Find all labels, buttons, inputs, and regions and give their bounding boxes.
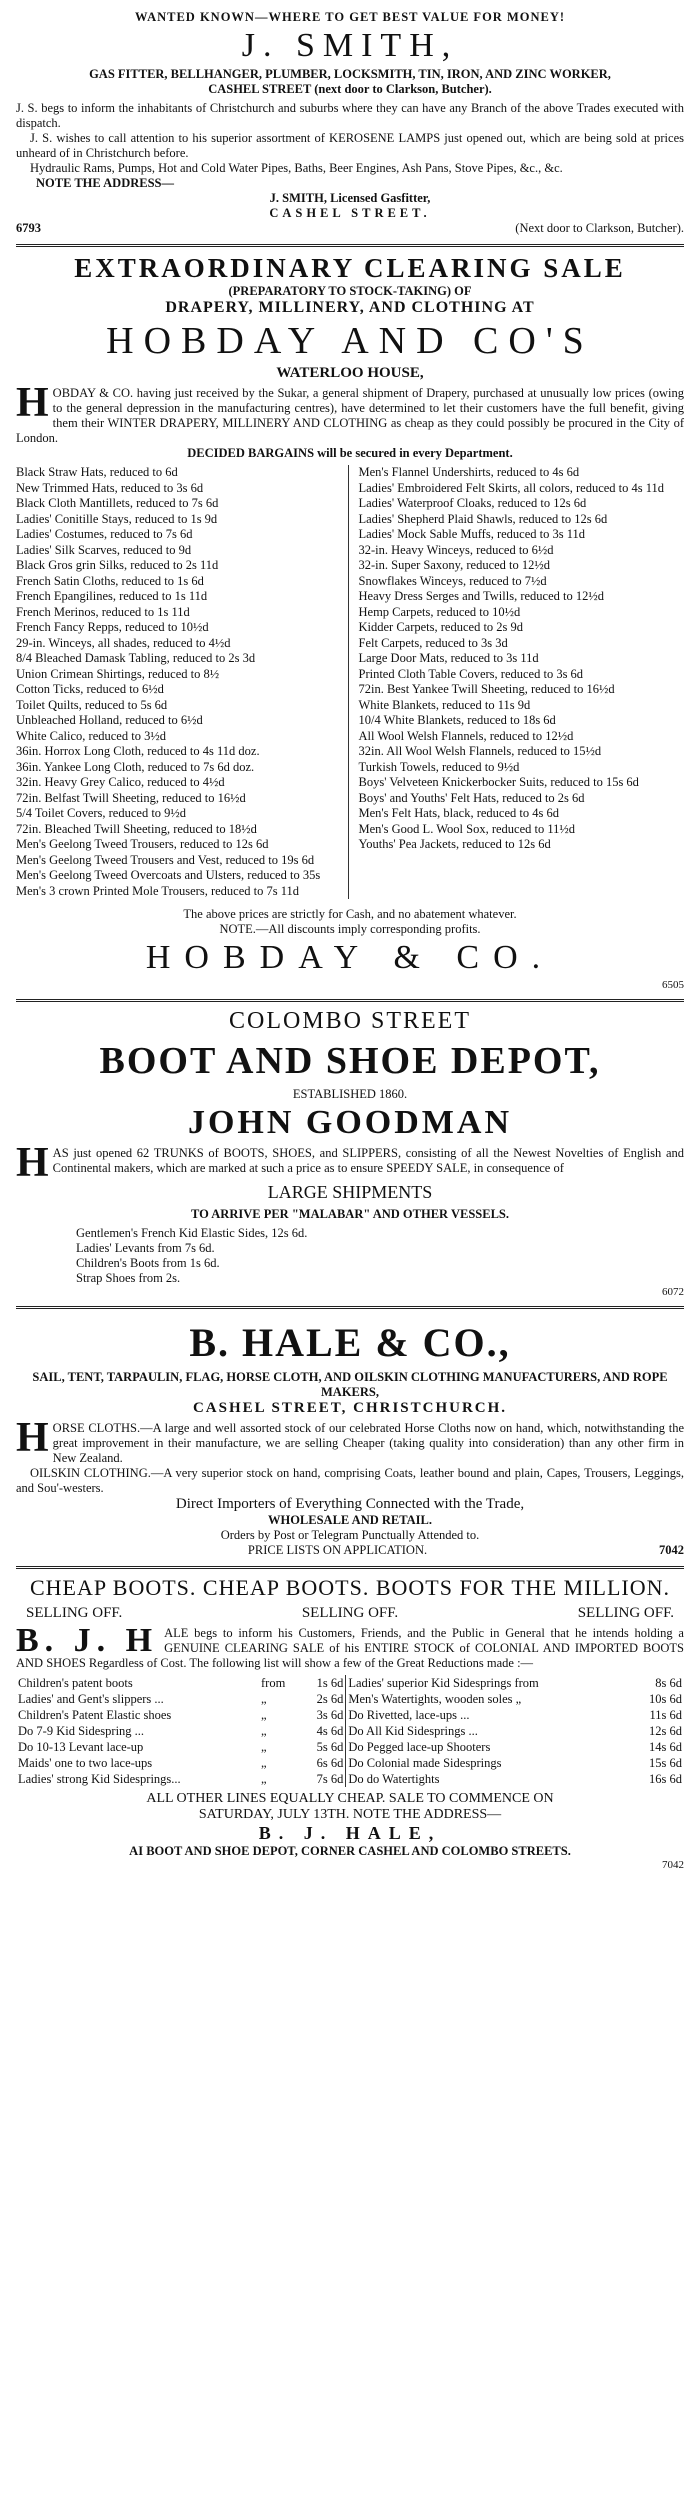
table-cell: Do 10-13 Levant lace-up [18,1740,144,1754]
hale-direct: Direct Importers of Everything Connected with the Trade, [175,1496,525,1512]
hale-wholesale: WHOLESALE AND RETAIL. [267,1513,433,1527]
table-cell: Do 7-9 Kid Sidespring ... [18,1724,145,1738]
smith-signature: J. SMITH, Licensed Gasfitter, [269,191,431,205]
list-item: 29-in. Winceys, all shades, reduced to 4½d [16,635,231,650]
hale-orders: Orders by Post or Telegram Punctually Attended to. [220,1528,480,1542]
smith-ref: 6793 [16,221,41,235]
goodman-dropcap: H [16,1140,49,1186]
list-item: Men's Good L. Wool Sox, reduced to 11½d [358,821,576,836]
hale-dropcap: H [16,1415,49,1461]
hobday-intro-block [16,380,684,446]
smith-sig-door: (Next door to Clarkson, Butcher). [515,221,684,235]
list-item: Men's Geelong Tweed Trousers and Vest, reduced to 19s 6d [16,852,315,867]
hobday-house: WATERLOO HOUSE, [276,365,424,381]
table-row [16,1723,684,1739]
table-cell: 3s 6d [300,1707,346,1723]
list-item: Black Cloth Mantillets, reduced to 7s 6d [16,496,219,510]
list-item: White Blankets, reduced to 11s 9d [358,697,531,712]
hale-name: B. HALE & CO., [189,1320,511,1365]
list-item: 32in. Heavy Grey Calico, reduced to 4½d [16,775,225,789]
list-item: French Merinos, reduced to 1s 11d [16,604,190,619]
hobday-left-column [16,465,349,899]
hale-trades: SAIL, TENT, TARPAULIN, FLAG, HORSE CLOTH, AND OILSKIN CLOTHING MANUFACTURERS, AND ROPE MAKERS, [32,1370,668,1399]
hale-ref: 7042 [659,1543,684,1557]
bjhale-date: SATURDAY, JULY 13TH. NOTE THE ADDRESS— [198,1807,502,1822]
list-item: Ladies' Shepherd Plaid Shawls, reduced to 12s 6d [358,511,608,526]
list-item: Black Gros grin Silks, reduced to 2s 11d [16,558,219,572]
table-cell: Maids' one to two lace-ups [18,1756,153,1770]
list-item: French Fancy Repps, reduced to 10½d [16,620,209,634]
list-item: Men's Geelong Tweed Trousers, reduced to 12s 6d [16,837,269,851]
list-item: Snowflakes Winceys, reduced to 7½d [358,573,547,588]
bjhale-advert [16,1569,684,1879]
bjhale-selling-1: SELLING OFF. [26,1605,123,1621]
hobday-sign: HOBDAY & CO. [145,939,555,976]
hobday-title: EXTRAORDINARY CLEARING SALE [74,253,626,283]
list-item: Men's Geelong Tweed Overcoats and Ulsters, reduced to 35s [16,868,321,882]
list-item: Ladies' Levants from 7s 6d. [76,1241,215,1255]
table-cell: 10s 6d [649,1692,682,1706]
bjhale-address: AI BOOT AND SHOE DEPOT, CORNER CASHEL AND COLOMBO STREETS. [129,1844,571,1858]
hale-para1-block [16,1415,684,1466]
table-cell: „ [261,1756,267,1770]
list-item: Boys' Velveteen Knickerbocker Suits, reduced to 15s 6d [358,775,639,789]
table-cell: Do Rivetted, lace-ups ... [348,1708,470,1722]
bjhale-ref: 7042 [662,1859,684,1871]
list-item: 32in. All Wool Welsh Flannels, reduced to 15½d [358,744,602,758]
hale-advert [16,1309,684,1569]
table-cell: 14s 6d [649,1740,682,1754]
hale-street: CASHEL STREET, CHRISTCHURCH. [192,1400,508,1416]
bjhale-sign: B. J. HALE, [258,1823,442,1843]
hale-para2: OILSKIN CLOTHING.—A very superior stock on hand, comprising Coats, leather bound and plain, Capes, Trousers, Leggings, and Sou'-westers. [16,1466,684,1495]
hale-price: PRICE LISTS ON APPLICATION. [247,1543,428,1557]
list-item: 72in. Best Yankee Twill Sheeting, reduced to 16½d [358,682,615,696]
list-item: French Epangilines, reduced to 1s 11d [16,589,208,603]
table-cell: Ladies' strong Kid Sidesprings... [18,1772,181,1786]
list-item: Ladies' Costumes, reduced to 7s 6d [16,527,193,541]
list-item: Unbleached Holland, reduced to 6½d [16,713,203,727]
hobday-dropcap: H [16,380,49,426]
table-cell: „ [261,1708,267,1722]
table-cell: 5s 6d [300,1739,346,1755]
goodman-intro: AS just opened 62 TRUNKS of BOOTS, SHOES, and SLIPPERS, consisting of all the Newest Novelties of English and Continental makers, which are marked at such a price as to ensure SPEEDY SALE, in consequence of [52,1146,684,1175]
list-item: Heavy Dress Serges and Twills, reduced to 12½d [358,589,604,603]
list-item: 36in. Yankee Long Cloth, reduced to 7s 6d doz. [16,759,255,774]
hobday-price-columns [16,465,684,899]
table-row [16,1739,684,1755]
table-cell: Do All Kid Sidesprings ... [348,1724,478,1738]
goodman-name: JOHN GOODMAN [187,1104,513,1141]
table-row [16,1675,684,1691]
table-cell: „ [261,1772,267,1786]
table-cell: „ [261,1740,267,1754]
list-item: Men's Felt Hats, black, reduced to 4s 6d [358,806,559,820]
list-item: Printed Cloth Table Covers, reduced to 3s 6d [358,666,584,681]
list-item: Men's Flannel Undershirts, reduced to 4s 6d [358,465,580,479]
list-item: 8/4 Bleached Damask Tabling, reduced to 2s 3d [16,651,256,665]
bjhale-selling-2: SELLING OFF. [301,1605,399,1621]
smith-para3: Hydraulic Rams, Pumps, Hot and Cold Water Pipes, Baths, Beer Engines, Ash Pans, Stove Pipes, &c., &c. [30,161,563,175]
list-item: Children's Boots from 1s 6d. [76,1256,220,1270]
list-item: Ladies' Conitille Stays, reduced to 1s 9d [16,511,218,526]
list-item: Ladies' Mock Sable Muffs, reduced to 3s 11d [358,527,586,541]
smith-banner: WANTED KNOWN—WHERE TO GET BEST VALUE FOR MONEY! [134,10,566,24]
smith-para1: J. S. begs to inform the inhabitants of Christchurch and suburbs where they can have any Branch of the above Trades executed with dispatch. [16,101,684,130]
table-cell: Do Pegged lace-up Shooters [348,1740,491,1754]
list-item: 36in. Horrox Long Cloth, reduced to 4s 11d doz. [16,744,260,758]
hobday-firm: HOBDAY AND CO'S [106,320,594,362]
goodman-street: COLOMBO STREET [228,1008,471,1034]
bjhale-selling-3: SELLING OFF. [577,1605,674,1621]
list-item: Union Crimean Shirtings, reduced to 8½ [16,666,220,681]
list-item: Boys' and Youths' Felt Hats, reduced to 2s 6d [358,790,585,805]
list-item: 72in. Belfast Twill Sheeting, reduced to 16½d [16,790,246,805]
list-item: Felt Carpets, reduced to 3s 3d [358,635,508,650]
list-item: Ladies' Waterproof Cloaks, reduced to 12s 6d [358,496,587,510]
table-cell: from [261,1676,286,1690]
newspaper-page [10,0,690,1879]
table-cell: Men's Watertights, wooden soles „ [348,1692,522,1706]
list-item: 32-in. Super Saxony, reduced to 12½d [358,558,551,572]
list-item: Large Door Mats, reduced to 3s 11d [358,651,539,665]
goodman-intro-block [16,1140,684,1186]
smith-advert [16,4,684,247]
goodman-advert [16,1002,684,1309]
hobday-advert [16,247,684,1002]
table-cell: 12s 6d [649,1724,682,1738]
smith-sig-street: CASHEL STREET. [269,206,431,220]
list-item: Kidder Carpets, reduced to 2s 9d [358,620,524,634]
bjhale-price-table [16,1675,684,1787]
hobday-terms: The above prices are strictly for Cash, and no abatement whatever. [183,907,517,921]
list-item: White Calico, reduced to 3½d [16,728,166,743]
table-cell: 2s 6d [300,1691,346,1707]
list-item: 10/4 White Blankets, reduced to 18s 6d [358,713,556,727]
goodman-items [16,1226,684,1286]
table-cell: Ladies' and Gent's slippers ... [18,1692,164,1706]
bjhale-headline: CHEAP BOOTS. CHEAP BOOTS. BOOTS FOR THE MILLION. [29,1575,670,1600]
list-item: Gentlemen's French Kid Elastic Sides, 12s 6d. [76,1226,308,1240]
table-cell: 4s 6d [300,1723,346,1739]
list-item: Men's 3 crown Printed Mole Trousers, reduced to 7s 11d [16,883,300,898]
smith-para2: J. S. wishes to call attention to his superior assortment of KEROSENE LAMPS just opened out, which are being sold at prices unheard of in Christchurch before. [16,131,684,160]
bjhale-selling-row [16,1605,684,1622]
goodman-title: BOOT AND SHOE DEPOT, [99,1040,601,1082]
table-cell: 11s 6d [649,1708,682,1722]
list-item: Turkish Towels, reduced to 9½d [358,759,520,774]
goodman-arrive: TO ARRIVE PER "MALABAR" AND OTHER VESSELS. [191,1207,509,1221]
bjhale-intro-block [16,1622,684,1671]
table-row [16,1707,684,1723]
hobday-note: NOTE.—All discounts imply corresponding profits. [219,922,481,936]
table-cell: „ [261,1692,267,1706]
table-cell: Ladies' superior Kid Sidesprings from [348,1676,539,1690]
list-item: 5/4 Toilet Covers, reduced to 9½d [16,806,187,820]
table-cell: 6s 6d [300,1755,346,1771]
list-item: Ladies' Silk Scarves, reduced to 9d [16,542,192,557]
table-row [16,1755,684,1771]
table-cell: „ [261,1724,267,1738]
hobday-intro: OBDAY & CO. having just received by the Sukar, a general shipment of Drapery, purchased at unusually low prices (owing to the general depression in the manufacturing centres), have determined to let their customers have the full benefit, giving them their WINTER DRAPERY, MILLINERY AND CLOTHING as cheap as they could possibly be procured in the City of London. [16,386,684,445]
hobday-right-column [359,465,685,899]
list-item: 72in. Bleached Twill Sheeting, reduced to 18½d [16,821,257,836]
table-cell: 15s 6d [649,1756,682,1770]
goodman-ref: 6072 [662,1286,684,1298]
hale-para1: ORSE CLOTHS.—A large and well assorted stock of our celebrated Horse Cloths now on hand, which, notwithstanding the great improvement in their manufacture, we are selling Cheaper (taking quality into consideration) than any other firm in New Zealand. [52,1421,684,1465]
table-cell: 7s 6d [300,1771,346,1787]
smith-street: CASHEL STREET (next door to Clarkson, Butcher). [208,82,492,96]
bjhale-initials: B. J. H [16,1622,159,1659]
table-cell: Children's patent boots [18,1676,133,1690]
list-item: French Satin Cloths, reduced to 1s 6d [16,573,204,588]
list-item: Youths' Pea Jackets, reduced to 12s 6d [358,837,551,851]
goodman-established: ESTABLISHED 1860. [292,1087,408,1101]
table-cell: 1s 6d [300,1675,346,1691]
bjhale-intro: ALE begs to inform his Customers, Friends, and the Public in General that he intends holding a GENUINE CLEARING SALE of his ENTIRE STOCK of COLONIAL AND IMPORTED BOOTS AND SHOES Regardless of Cost. The following list will show a few of the Great Reductions made :— [16,1626,684,1670]
table-cell: Do Colonial made Sidesprings [348,1756,502,1770]
table-row [16,1771,684,1787]
goodman-large: LARGE SHIPMENTS [267,1182,433,1202]
table-cell: 16s 6d [649,1772,682,1786]
table-cell: 8s 6d [655,1676,682,1690]
list-item: New Trimmed Hats, reduced to 3s 6d [16,480,204,495]
smith-name: J. SMITH, [241,27,459,64]
smith-trades: GAS FITTER, BELLHANGER, PLUMBER, LOCKSMITH, TIN, IRON, AND ZINC WORKER, [89,67,611,81]
hobday-ref: 6505 [662,979,684,991]
hobday-sub: (PREPARATORY TO STOCK-TAKING) OF [228,284,472,298]
list-item: Cotton Ticks, reduced to 6½d [16,682,164,696]
list-item: Toilet Quilts, reduced to 5s 6d [16,697,168,712]
hobday-lines: DRAPERY, MILLINERY, AND CLOTHING AT [165,299,535,316]
table-row [16,1691,684,1707]
list-item: Hemp Carpets, reduced to 10½d [358,604,521,619]
list-item: Ladies' Embroidered Felt Skirts, all colors, reduced to 4s 11d [358,480,665,495]
list-item: Strap Shoes from 2s. [76,1271,181,1285]
table-cell: Children's Patent Elastic shoes [18,1708,172,1722]
list-item: All Wool Welsh Flannels, reduced to 12½d [358,728,574,743]
bjhale-other: ALL OTHER LINES EQUALLY CHEAP. SALE TO COMMENCE ON [146,1791,554,1806]
list-item: Black Straw Hats, reduced to 6d [16,465,178,479]
hobday-bargains: DECIDED BARGAINS will be secured in every Department. [187,446,513,460]
smith-note: NOTE THE ADDRESS— [36,176,175,190]
list-item: 32-in. Heavy Winceys, reduced to 6½d [358,542,554,557]
table-cell: Do do Watertights [348,1772,440,1786]
